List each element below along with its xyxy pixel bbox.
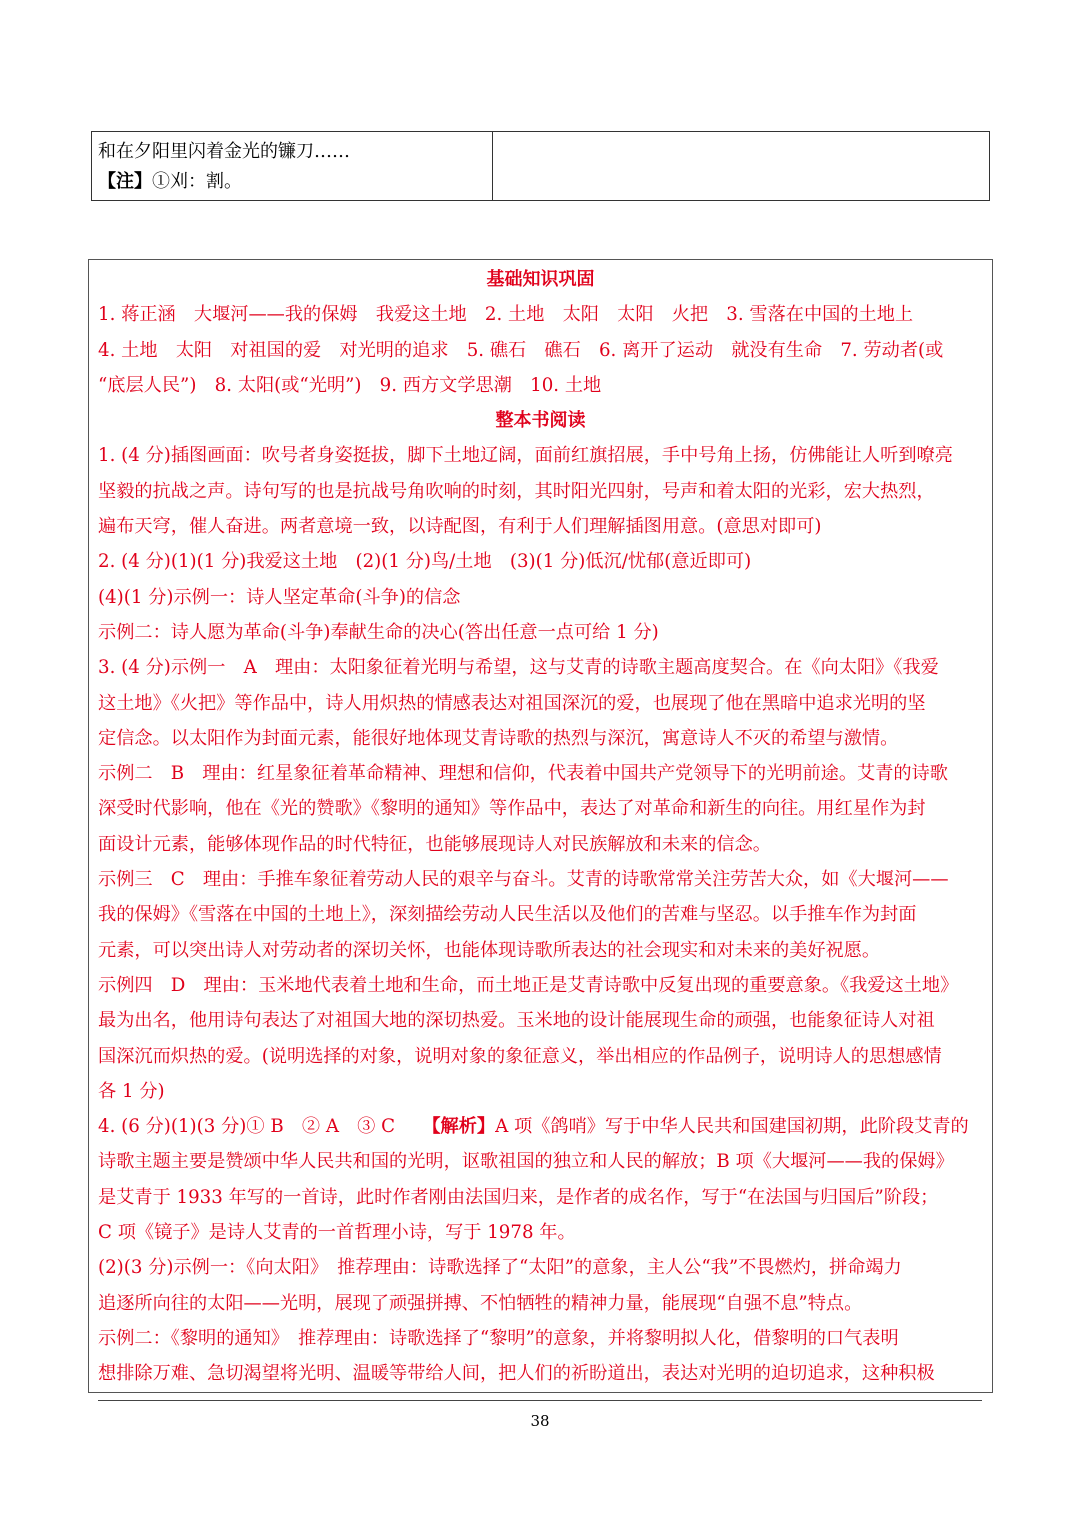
- answer-line: 追逐所向往的太阳——光明，展现了顽强拼搏、不怕牺牲的精神力量，能展现“自强不息”特点。: [98, 1292, 863, 1314]
- answer-line: 我的保姆》《雪落在中国的土地上》，深刻描绘劳动人民生活以及他们的苦难与坚忍。以手推车作为封面: [98, 904, 917, 926]
- poem-cell: [92, 132, 493, 200]
- note-text: ①刈：割。: [152, 171, 242, 192]
- answer-line: 1. (4 分)插图画面：吹号者身姿挺拔，脚下土地辽阔，面前红旗招展，手中号角上扬，仿佛能让人听到嘹亮: [98, 445, 953, 467]
- poem-table: [91, 131, 990, 201]
- answer-line: 各 1 分): [98, 1080, 165, 1102]
- answer-line: 深受时代影响，他在《光的赞歌》《黎明的通知》等作品中，表达了对革命和新生的向往。用红星作为封: [98, 798, 926, 820]
- heading-whole-book-reading: 整本书阅读: [495, 410, 586, 432]
- answer-line: 1. 蒋正涵 大堰河——我的保姆 我爱这土地 2. 土地 太阳 太阳 火把 3. 雪落在中国的土地上: [98, 304, 914, 326]
- note-line: [98, 167, 492, 197]
- poem-line: 和在夕阳里闪着金光的镰刀……: [98, 141, 350, 162]
- answer-line: 国深沉而炽热的爱。(说明选择的对象，说明对象的象征意义，举出相应的作品例子，说明诗人的思想感情: [98, 1045, 942, 1067]
- empty-cell: [493, 132, 989, 200]
- answer-line: 示例二：《黎明的通知》 推荐理由：诗歌选择了“黎明”的意象，并将黎明拟人化，借黎明的口气表明: [98, 1327, 899, 1349]
- answer-line: 2. (4 分)(1)(1 分)我爱这土地 (2)(1 分)鸟/土地 (3)(1 分)低沉/忧郁(意近即可): [98, 551, 752, 573]
- answer-line: 4. 土地 太阳 对祖国的爱 对光明的追求 5. 礁石 礁石 6. 离开了运动 就没有生命 7. 劳动者(或: [98, 339, 944, 361]
- answer-line: 示例二：诗人愿为革命(斗争)奉献生命的决心(答出任意一点可给 1 分): [98, 621, 659, 643]
- answer-line: 诗歌主题主要是赞颂中华人民共和国的光明，讴歌祖国的独立和人民的解放；B 项《大堰河——我的保姆》: [98, 1151, 954, 1173]
- answer-line: 面设计元素，能够体现作品的时代特征，也能够展现诗人对民族解放和未来的信念。: [98, 833, 771, 855]
- answer-line: C 项《镜子》是诗人艾青的一首哲理小诗，写于 1978 年。: [98, 1222, 576, 1244]
- answer-line: 3. (4 分)示例一 A 理由：太阳象征着光明与希望，这与艾青的诗歌主题高度契合。在《向太阳》《我爱: [98, 657, 939, 679]
- answer-line: 想排除万难、急切渴望将光明、温暖等带给人间，把人们的祈盼道出，表达对光明的迫切追求，这种积极: [98, 1363, 935, 1385]
- answer-line: (4)(1 分)示例一：诗人坚定革命(斗争)的信念: [98, 586, 461, 608]
- answer-line: 示例四 D 理由：玉米地代表着土地和生命，而土地正是艾青诗歌中反复出现的重要意象。《我爱这土地》: [98, 974, 959, 996]
- answer-line: 最为出名，他用诗句表达了对祖国大地的深切热爱。玉米地的设计能展现生命的顽强，也能象征诗人对祖: [98, 1010, 935, 1032]
- answer-line: 遍布天穹，催人奋进。两者意境一致，以诗配图，有利于人们理解插图用意。(意思对即可): [98, 516, 822, 538]
- page-number: 38: [530, 1412, 550, 1430]
- answer-line: (2)(3 分)示例一：《向太阳》 推荐理由：诗歌选择了“太阳”的意象，主人公“我”不畏燃灼，拼命竭力: [98, 1257, 902, 1279]
- heading-basic-knowledge: 基础知识巩固: [486, 269, 595, 290]
- analysis-label: 【解析】: [431, 1116, 496, 1138]
- answer-line: 元素，可以突出诗人对劳动者的深切关怀，也能体现诗歌所表达的社会现实和对未来的美好祝愿。: [98, 939, 881, 961]
- q4-prefix: 4. (6 分)(1)(3 分)① B ② A ③ C: [98, 1116, 432, 1138]
- answer-box: [88, 259, 993, 1393]
- answer-line: 坚毅的抗战之声。诗句写的也是抗战号角吹响的时刻，其时阳光四射，号声和着太阳的光彩，宏大热烈，: [98, 480, 935, 502]
- answer-line: 示例二 B 理由：红星象征着革命精神、理想和信仰，代表着中国共产党领导下的光明前途。艾青的诗歌: [98, 763, 948, 785]
- answer-line-q4: [98, 1109, 983, 1144]
- answer-line: “底层人民”) 8. 太阳(或“光明”) 9. 西方文学思潮 10. 土地: [98, 374, 602, 396]
- note-label: 【注】: [98, 171, 152, 192]
- answer-line: 示例三 C 理由：手推车象征着劳动人民的艰辛与奋斗。艾青的诗歌常常关注劳苦大众，如《大堰河——: [98, 869, 949, 891]
- footer-divider: [98, 1400, 982, 1401]
- answer-line: 这土地》《火把》等作品中，诗人用炽热的情感表达对祖国深沉的爱，也展现了他在黑暗中追求光明的坚: [98, 692, 926, 714]
- q4-rest: A 项《鸽哨》写于中华人民共和国建国初期，此阶段艾青的: [495, 1116, 969, 1138]
- answer-line: 定信念。以太阳作为封面元素，能很好地体现艾青诗歌的热烈与深沉，寓意诗人不灭的希望与激情。: [98, 727, 899, 749]
- answer-line: 是艾青于 1933 年写的一首诗，此时作者刚由法国归来，是作者的成名作，写于“在法国与归国后”阶段；: [98, 1186, 939, 1208]
